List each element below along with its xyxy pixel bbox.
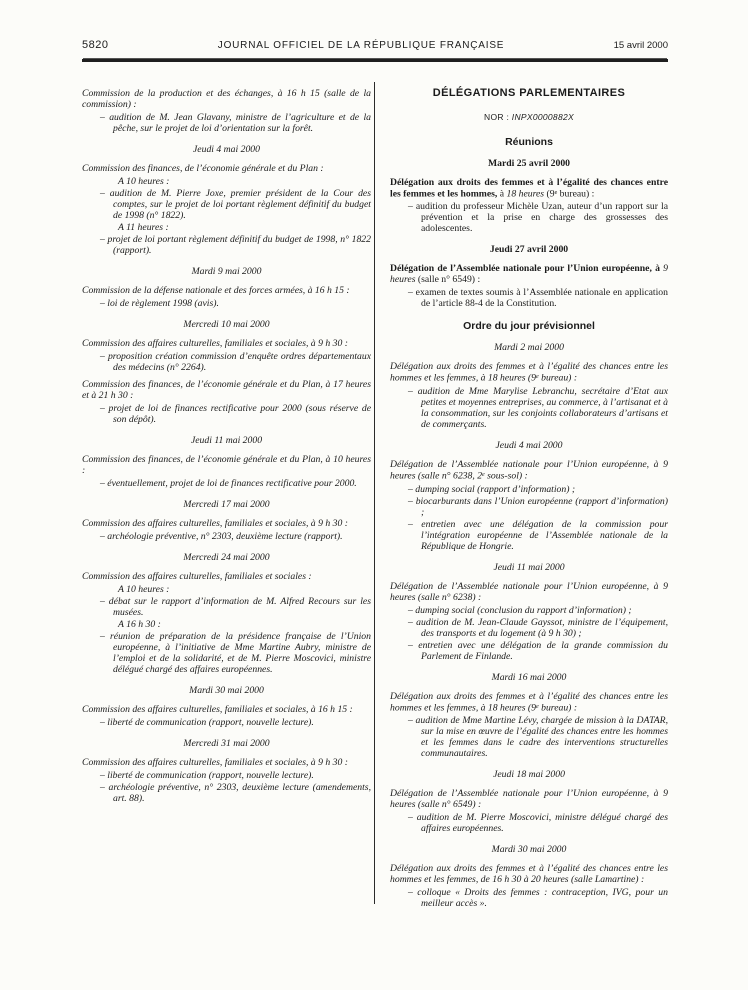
agenda-item: – projet de loi portant règlement définitif du budget de 1998, n° 1822 (rapport). [100,233,371,256]
time-line: A 10 heures : [118,583,170,595]
agenda-item: – examen de textes soumis à l’Assemblée nationale en application de l’article 88-4 de la Constitution. [408,287,668,310]
agenda-item: – liberté de communication (rapport, nouvelle lecture). [100,716,314,728]
entry-heading: Délégation de l’Assemblée nationale pour l’Union européenne, à 9 heures (salle n° 6549) : [390,788,668,811]
entry-heading: Commission de la production et des échanges, à 16 h 15 (salle de la commission) : [82,87,371,110]
agenda-item: – audition de M. Jean Glavany, ministre de l’agriculture et de la pêche, sur le projet de loi d’orientation sur la forêt. [100,111,371,134]
entry-heading: Délégation aux droits des femmes et à l’égalité des chances entre les hommes et les femmes, à 18 heures (9e bureau) : [390,361,668,384]
agenda-item: – proposition création commission d’enquête ordres départementaux des médecins (n° 2264). [100,350,371,373]
agenda-item: – audition de M. Pierre Moscovici, ministre délégué chargé des affaires européennes. [408,812,668,835]
journal-title: JOURNAL OFFICIEL DE LA RÉPUBLIQUE FRANÇAISE [217,40,505,51]
page-body [82,62,668,911]
section-title: DÉLÉGATIONS PARLEMENTAIRES [432,86,626,99]
date-heading: Mardi 9 mai 2000 [191,265,262,277]
entry-heading: Commission des finances, de l’économie générale et du Plan, à 10 heures : [82,453,371,476]
date-heading: Jeudi 4 mai 2000 [495,439,563,451]
date-heading: Mardi 30 mai 2000 [189,684,264,696]
entry-heading: Délégation de l’Assemblée nationale pour l’Union européenne, à 9 heures (salle n° 6238) : [390,580,668,603]
agenda-item: – entretien avec une délégation de la commission pour l’intégration européenne de l’Assemblée nationale de la République de Hongrie. [408,518,668,552]
entry-heading: Commission des affaires culturelles, familiales et sociales, à 16 h 15 : [82,703,353,715]
left-column [82,82,371,911]
entry-heading: Commission des affaires culturelles, familiales et sociales, à 9 h 30 : [82,756,348,768]
agenda-item: – entretien avec une délégation de la grande commission du Parlement de Finlande. [408,639,668,662]
entry-heading: Délégation aux droits des femmes et à l’égalité des chances entre les hommes et les femmes, de 16 h 30 à 20 heures (salle Lamartine) : [390,863,668,886]
agenda-item: – archéologie préventive, n° 2303, deuxième lecture (amendements, art. 88). [100,781,371,804]
column-divider [374,82,375,905]
agenda-item: – débat sur le rapport d’information de M. Alfred Recours sur les musées. [100,595,371,618]
date-heading: Mercredi 31 mai 2000 [183,737,270,749]
page-number: 5820 [82,39,109,51]
date-heading: Jeudi 18 mai 2000 [493,769,565,781]
agenda-item: – liberté de communication (rapport, nouvelle lecture). [100,769,314,781]
agenda-item: – biocarburants dans l’Union européenne (rapport d’information) ; [408,495,668,518]
agenda-item: – audition de M. Pierre Joxe, premier président de la Cour des comptes, sur le projet de loi portant règlement définitif du budget de 1998 (n° 1822). [100,187,371,221]
entry-heading: Délégation de l’Assemblée nationale pour l’Union européenne, à 9 heures (salle n° 6549) : [390,263,669,286]
entry-heading: Délégation de l’Assemblée nationale pour l’Union européenne, à 9 heures (salle n° 6238, 2e sous-sol) : [390,458,668,482]
date-heading: Mardi 2 mai 2000 [494,342,564,354]
agenda-item: – projet de loi de finances rectificative pour 2000 (sous réserve de son dépôt). [100,402,371,425]
date-heading: Mercredi 10 mai 2000 [183,318,270,330]
time-line: A 10 heures : [118,175,170,187]
agenda-item: – réunion de préparation de la présidence française de l’Union européenne, à l’initiative de Mme Martine Aubry, ministre de l’emploi et de la solidarité, et de M. Pierre Moscovici, ministre délégué chargé des affaires européennes. [100,630,371,675]
date-heading: Jeudi 4 mai 2000 [193,143,260,155]
agenda-item: – éventuellement, projet de loi de finances rectificative pour 2000. [100,477,357,489]
agenda-item: – loi de règlement 1998 (avis). [100,297,219,309]
subsection-title: Ordre du jour prévisionnel [463,320,595,333]
entry-heading: Commission des finances, de l’économie générale et du Plan : [82,162,324,174]
entry-heading: Délégation aux droits des femmes et à l’égalité des chances entre les hommes et les femmes, à 18 heures (9e bureau) : [390,690,668,714]
agenda-item: – audition de Mme Marylise Lebranchu, secrétaire d’Etat aux petites et moyennes entreprises, au commerce, à l’artisanat et à la consommation, sur les conjoints collaborateurs d’artisans et de commerçants. [408,385,668,430]
entry-heading: Commission des affaires culturelles, familiales et sociales, à 9 h 30 : [82,337,348,349]
entry-heading: Délégation aux droits des femmes et à l’égalité des chances entre les femmes et les hommes, à 18 heures (9e bureau) : [390,176,668,200]
page-header [82,40,668,51]
agenda-item: – archéologie préventive, n° 2303, deuxième lecture (rapport). [100,530,343,542]
nor-line: NOR : INPX0000882X [484,111,574,122]
date-heading: Jeudi 27 avril 2000 [489,244,569,256]
subsection-title: Réunions [505,135,553,148]
agenda-item: – audition de Mme Martine Lévy, chargée de mission à la DATAR, sur la mise en œuvre de l’égalité des chances entre les hommes et les femmes dans le cadre des interventions structurelles communautaires. [408,715,668,760]
date-heading: Mardi 25 avril 2000 [487,157,571,169]
agenda-item: – colloque « Droits des femmes : contraception, IVG, pour un meilleur accès ». [408,887,668,910]
agenda-item: – audition du professeur Michèle Uzan, auteur d’un rapport sur la prévention et la prise en charge des grossesses des adolescentes. [408,201,668,235]
entry-heading: Commission de la défense nationale et des forces armées, à 16 h 15 : [82,284,350,296]
entry-heading: Commission des finances, de l’économie générale et du Plan, à 17 heures et à 21 h 30 : [82,378,371,401]
entry-heading: Commission des affaires culturelles, familiales et sociales : [82,570,312,582]
agenda-item: – audition de M. Jean-Claude Gayssot, ministre de l’équipement, des transports et du logement (à 9 h 30) ; [408,616,668,639]
time-line: A 11 heures : [118,221,169,233]
date-heading: Jeudi 11 mai 2000 [493,561,565,573]
date-heading: Jeudi 11 mai 2000 [190,434,263,446]
date-heading: Mercredi 24 mai 2000 [183,551,270,563]
date-heading: Mardi 16 mai 2000 [491,671,567,683]
date-heading: Mercredi 17 mai 2000 [183,498,270,510]
issue-date: 15 avril 2000 [613,40,668,51]
entry-heading: Commission des affaires culturelles, familiales et sociales, à 9 h 30 : [82,517,348,529]
date-heading: Mardi 30 mai 2000 [491,844,567,856]
time-line: A 16 h 30 : [118,618,161,630]
right-column [390,82,668,911]
agenda-item: – dumping social (rapport d’information) ; [408,483,576,495]
agenda-item: – dumping social (conclusion du rapport d’information) ; [408,604,632,616]
